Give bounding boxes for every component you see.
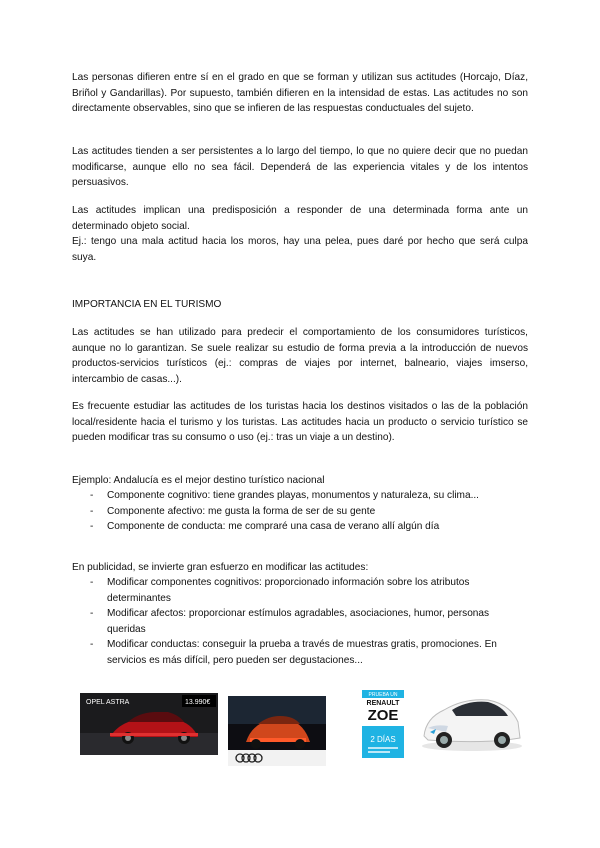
ads-intro: En publicidad, se invierte gran esfuerzo en modificar las actitudes: bbox=[72, 562, 369, 573]
list-item bbox=[72, 606, 528, 637]
audi-car-ad-icon bbox=[228, 696, 326, 766]
paragraph-actitudes-diferencias: Las personas difieren entre sí en el grado en que se forman y utilizan sus actitudes (Horcajo, Díaz, Briñol y Gandarillas). Por supuesto, también difieren en la intensidad de estas. Las actitudes no son directamente observables, sino que se infieren de las respuestas conductuales del sujeto. bbox=[72, 72, 528, 115]
advertising-images bbox=[70, 688, 526, 772]
dash-bullet: - bbox=[90, 577, 94, 588]
example-list bbox=[72, 488, 528, 535]
list-item-text: Componente cognitivo: tiene grandes playas, monumentos y naturaleza, su clima... bbox=[107, 490, 479, 501]
paragraph-comportamiento-turistico: Las actitudes se han utilizado para predecir el comportamiento de los consumidores turísticos, aunque no lo garantizan. Se suele realizar su estudio de forma previa a la introducción de nuevos productos-servicios turísticos (ej.: compras de viajes por internet, balneario, viajes imserso, intercambio de casas...). bbox=[72, 327, 528, 385]
list-item bbox=[72, 575, 528, 606]
ads-list bbox=[72, 575, 528, 669]
renault-zoe-ad-icon bbox=[362, 690, 404, 758]
opel-brand-text: OPEL ASTRA bbox=[86, 699, 130, 706]
dash-bullet: - bbox=[90, 639, 94, 651]
paragraph-actitudes-destinos: Es frecuente estudiar las actitudes de los turistas hacia los destinos visitados o las de la población local/residente hacia el turismo y los turistas. Las actitudes hacia un producto o servicio turístico se pueden modificar tras su consumo o uso (ej.: tras un viaje a un destino). bbox=[72, 401, 528, 444]
list-item-text: Componente de conducta: me compraré una casa de verano allí algún día bbox=[107, 521, 440, 533]
example-intro: Ejemplo: Andalucía es el mejor destino turístico nacional bbox=[72, 475, 325, 486]
paragraph-predisposicion: Las actitudes implican una predisposición a responder de una determinada forma ante un determinado objeto social. bbox=[72, 205, 528, 232]
opel-car-ad-icon bbox=[80, 693, 218, 755]
dash-bullet: - bbox=[90, 505, 94, 517]
list-item-text: Modificar componentes cognitivos: proporcionado información sobre los atributos determinantes bbox=[107, 577, 470, 604]
list-item bbox=[72, 637, 528, 668]
list-item bbox=[72, 519, 528, 535]
list-item-text: Componente afectivo: me gusta la forma de ser de su gente bbox=[107, 505, 376, 517]
renault-line4-text: 2 DÍAS bbox=[370, 735, 396, 744]
list-item-text: Modificar afectos: proporcionar estímulos agradables, asociaciones, humor, personas queridas bbox=[107, 608, 490, 635]
dash-bullet: - bbox=[90, 608, 94, 620]
renault-line2-text: RENAULT bbox=[366, 700, 400, 707]
list-item bbox=[72, 504, 528, 520]
dash-bullet: - bbox=[90, 521, 94, 533]
list-item-text: Modificar conductas: conseguir la prueba a través de muestras gratis, promociones. En servicios es más difícil, pero pueden ser degustaciones... bbox=[107, 639, 497, 666]
white-car-photo-icon bbox=[416, 688, 526, 754]
renault-line3-text: ZOE bbox=[367, 707, 399, 724]
dash-bullet: - bbox=[90, 490, 94, 501]
paragraph-persistencia: Las actitudes tienden a ser persistentes a lo largo del tiempo, lo que no quiere decir que no puedan modificarse, aunque ello no sea fácil. Dependerá de las experiencia vitales y de los intentos persuasivos. bbox=[72, 146, 528, 189]
paragraph-ejemplo-pelea: Ej.: tengo una mala actitud hacia los moros, hay una pelea, pues daré por hecho que será culpa suya. bbox=[72, 236, 528, 263]
list-item bbox=[72, 488, 528, 504]
renault-line1-text: PRUEBA UN bbox=[368, 692, 398, 698]
section-heading: IMPORTANCIA EN EL TURISMO bbox=[72, 299, 222, 310]
opel-price-text: 13.990€ bbox=[185, 699, 211, 706]
